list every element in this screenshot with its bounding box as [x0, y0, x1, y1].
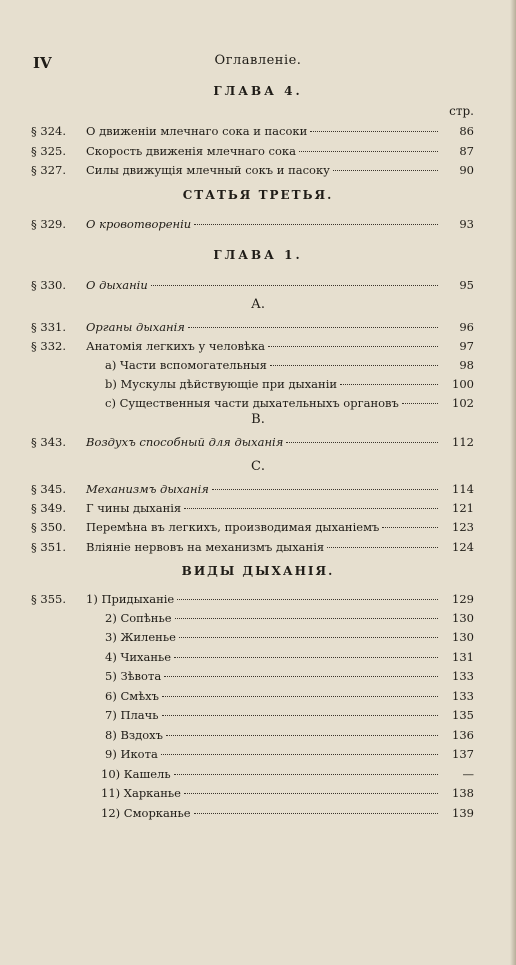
- toc-entry: [31, 727, 474, 743]
- entry-leader-line: [105, 610, 440, 626]
- entry-title: 5) Зѣвота: [105, 669, 162, 683]
- entry-page-number: 130: [452, 611, 474, 625]
- entry-leader-line: [86, 434, 440, 450]
- entry-leader-line: [86, 338, 440, 354]
- dot-leader: [151, 285, 438, 286]
- toc-entry: [31, 123, 474, 139]
- entry-page-number: 86: [459, 124, 474, 138]
- entry-page-number: 124: [452, 540, 474, 554]
- toc-entry: [31, 805, 474, 821]
- dot-leader: [164, 676, 438, 677]
- subsection-letter-b: В.: [251, 412, 265, 427]
- toc-entry: [31, 143, 474, 159]
- entry-title: 9) Икота: [105, 747, 158, 761]
- toc-entry: [31, 519, 474, 535]
- entry-title: Органы дыханія: [86, 320, 185, 334]
- entry-title: а) Части вспомогательныя: [105, 358, 267, 372]
- dot-leader: [310, 131, 438, 132]
- entry-leader-line: [86, 500, 440, 516]
- dot-leader: [162, 696, 438, 697]
- dot-leader: [161, 754, 438, 755]
- entry-page-number: 87: [459, 144, 474, 158]
- entry-leader-line: [86, 519, 440, 535]
- toc-entry: [31, 376, 474, 392]
- entry-leader-line: [86, 319, 440, 335]
- section-number: § 351.: [31, 540, 67, 554]
- entry-title: Скорость движенія млечнаго сока: [86, 144, 296, 158]
- entry-page-number: 131: [452, 650, 474, 664]
- dot-leader: [333, 170, 438, 171]
- section-number: § 325.: [31, 144, 67, 158]
- toc-entry: [31, 629, 474, 645]
- toc-entry: [31, 591, 474, 607]
- dot-leader: [194, 224, 438, 225]
- types-heading: ВИДЫ ДЫХАНІЯ.: [181, 564, 335, 578]
- entry-leader-line: [101, 766, 440, 782]
- toc-entry: [31, 668, 474, 684]
- subsection-letter-a: А.: [251, 297, 265, 312]
- entry-title: 11) Харканье: [101, 786, 181, 800]
- entry-title: Воздухъ способный для дыханія: [86, 435, 284, 449]
- entry-title: О дыханіи: [86, 278, 148, 292]
- dot-leader: [340, 384, 438, 385]
- entry-leader-line: [86, 123, 440, 139]
- entry-leader-line: [105, 688, 440, 704]
- section-number: § 330.: [31, 278, 67, 292]
- toc-entry: [31, 500, 474, 516]
- toc-entry: [31, 766, 474, 782]
- entry-title: 1) Придыханіе: [86, 592, 175, 606]
- entry-page-number: 123: [452, 520, 474, 534]
- entry-title: Г чины дыханія: [86, 501, 182, 515]
- entry-page-number: 129: [452, 592, 474, 606]
- entry-page-number: 90: [459, 163, 474, 177]
- entry-page-number: 135: [452, 708, 474, 722]
- entry-title: 12) Сморканье: [101, 806, 191, 820]
- entry-leader-line: [86, 481, 440, 497]
- entry-page-number: —: [462, 767, 474, 781]
- page-edge-shadow: [510, 0, 516, 965]
- dot-leader: [174, 774, 438, 775]
- entry-title: 7) Плачь: [105, 708, 159, 722]
- subsection-letter-c: С.: [250, 459, 266, 474]
- article-heading: СТАТЬЯ ТРЕТЬЯ.: [182, 188, 334, 202]
- entry-page-number: 130: [452, 630, 474, 644]
- entry-leader-line: [86, 539, 440, 555]
- entry-page-number: 121: [452, 501, 474, 515]
- entry-leader-line: [105, 707, 440, 723]
- dot-leader: [194, 813, 438, 814]
- dot-leader: [299, 151, 438, 152]
- entry-leader-line: [105, 376, 440, 392]
- toc-entry: [31, 610, 474, 626]
- entry-leader-line: [105, 727, 440, 743]
- entry-title: Силы движущія млечный сокъ и пасоку: [86, 163, 330, 177]
- entry-leader-line: [105, 668, 440, 684]
- section-number: § 331.: [31, 320, 67, 334]
- dot-leader: [402, 403, 438, 404]
- entry-leader-line: [101, 805, 440, 821]
- entry-page-number: 100: [452, 377, 474, 391]
- entry-page-number: 133: [452, 689, 474, 703]
- entry-leader-line: [86, 591, 440, 607]
- section-number: § 324.: [31, 124, 67, 138]
- dot-leader: [286, 442, 438, 443]
- toc-entry: [31, 277, 474, 293]
- entry-page-number: 97: [459, 339, 474, 353]
- page-number: IV: [33, 54, 52, 72]
- entry-title: 8) Вздохъ: [105, 728, 163, 742]
- entry-title: c) Существенныя части дыхательныхъ органовъ: [105, 396, 399, 410]
- toc-entry: [31, 707, 474, 723]
- dot-leader: [174, 657, 438, 658]
- entry-title: О кровотвореніи: [86, 217, 192, 231]
- section-number: § 332.: [31, 339, 67, 353]
- dot-leader: [270, 365, 438, 366]
- entry-page-number: 136: [452, 728, 474, 742]
- entry-title: О движеніи млечнаго сока и пасоки: [86, 124, 308, 138]
- entry-page-number: 114: [452, 482, 474, 496]
- dot-leader: [268, 346, 438, 347]
- dot-leader: [327, 547, 438, 548]
- entry-page-number: 112: [452, 435, 474, 449]
- entry-leader-line: [86, 143, 440, 159]
- entry-leader-line: [86, 277, 440, 293]
- dot-leader: [177, 599, 438, 600]
- toc-entry: [31, 746, 474, 762]
- entry-title: 10) Кашель: [101, 767, 171, 781]
- entry-page-number: 93: [459, 217, 474, 231]
- entry-leader-line: [105, 649, 440, 665]
- entry-page-number: 102: [452, 396, 474, 410]
- entry-title: 4) Чиханье: [105, 650, 172, 664]
- entry-title: Вліяніе нервовъ на механизмъ дыханія: [86, 540, 325, 554]
- entry-title: Анатомія легкихъ у человѣка: [86, 339, 266, 353]
- entry-leader-line: [86, 162, 440, 178]
- dot-leader: [188, 327, 438, 328]
- toc-entry: [31, 539, 474, 555]
- toc-entry: [31, 649, 474, 665]
- toc-entry: [31, 162, 474, 178]
- running-head: Оглавленіе.: [214, 53, 302, 68]
- section-number: § 349.: [31, 501, 67, 515]
- toc-entry: [31, 357, 474, 373]
- entry-page-number: 139: [452, 806, 474, 820]
- entry-title: b) Мускулы дѣйствующіе при дыханіи: [105, 377, 338, 391]
- entry-title: Механизмъ дыханія: [86, 482, 209, 496]
- section-number: § 355.: [31, 592, 67, 606]
- toc-entry: [31, 338, 474, 354]
- entry-leader-line: [101, 785, 440, 801]
- entry-page-number: 98: [459, 358, 474, 372]
- entry-title: Перемѣна въ легкихъ, производимая дыханіемъ: [86, 520, 380, 534]
- toc-entry: [31, 319, 474, 335]
- dot-leader: [382, 527, 438, 528]
- toc-entry: [31, 216, 474, 232]
- section-number: § 350.: [31, 520, 67, 534]
- entry-page-number: 133: [452, 669, 474, 683]
- chapter-heading-1: ГЛАВА 1.: [213, 248, 303, 262]
- entry-title: 6) Смѣхъ: [105, 689, 159, 703]
- entry-leader-line: [105, 395, 440, 411]
- entry-title: 3) Жиленье: [105, 630, 176, 644]
- toc-entry: [31, 785, 474, 801]
- entry-leader-line: [105, 357, 440, 373]
- dot-leader: [166, 735, 438, 736]
- toc-entry: [31, 395, 474, 411]
- entry-title: 2) Сопѣнье: [105, 611, 172, 625]
- entry-page-number: 95: [459, 278, 474, 292]
- entry-leader-line: [86, 216, 440, 232]
- section-number: § 345.: [31, 482, 67, 496]
- dot-leader: [212, 489, 438, 490]
- dot-leader: [179, 637, 438, 638]
- toc-entry: [31, 434, 474, 450]
- entry-page-number: 137: [452, 747, 474, 761]
- toc-entry: [31, 481, 474, 497]
- chapter-heading-4: ГЛАВА 4.: [213, 84, 303, 98]
- entry-page-number: 96: [459, 320, 474, 334]
- entry-leader-line: [105, 629, 440, 645]
- dot-leader: [175, 618, 438, 619]
- dot-leader: [184, 508, 438, 509]
- page-column-label: стр.: [449, 104, 474, 118]
- dot-leader: [162, 715, 438, 716]
- toc-entry: [31, 688, 474, 704]
- section-number: § 327.: [31, 163, 67, 177]
- section-number: § 343.: [31, 435, 67, 449]
- section-number: § 329.: [31, 217, 67, 231]
- dot-leader: [184, 793, 438, 794]
- entry-leader-line: [105, 746, 440, 762]
- entry-page-number: 138: [452, 786, 474, 800]
